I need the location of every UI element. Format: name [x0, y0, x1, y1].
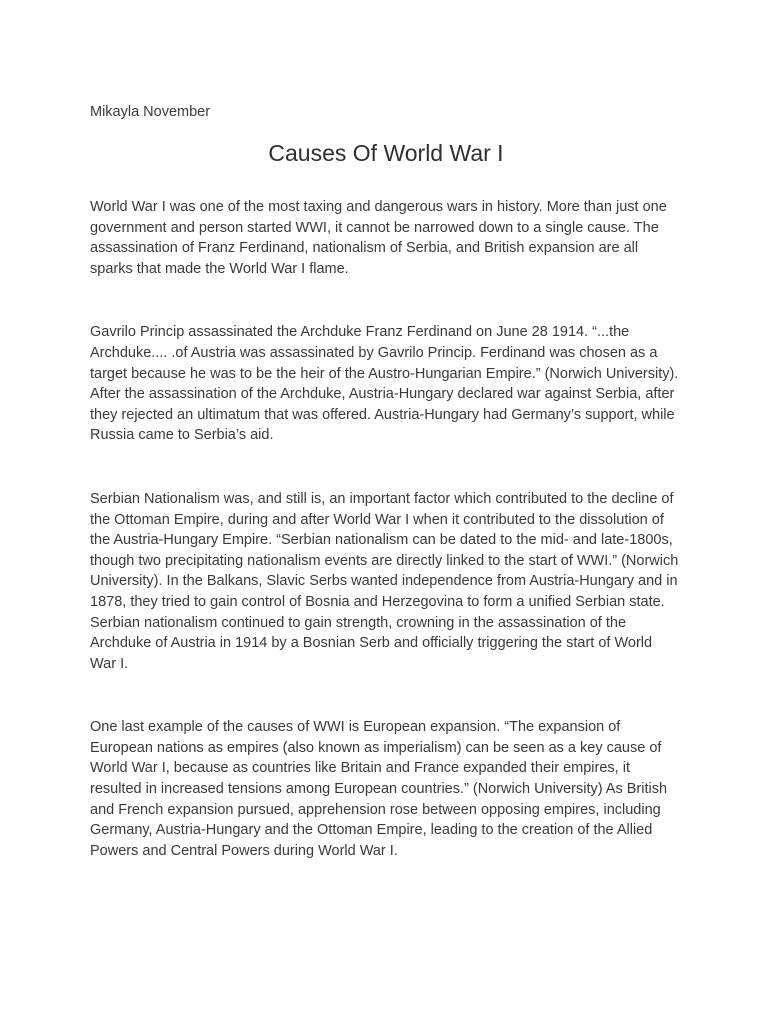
paragraph-assassination: Gavrilo Princip assassinated the Archduke Franz Ferdinand on June 28 1914. “...the Archduke.... .of Austria was assassinated by Gavrilo Princip. Ferdinand was chosen as a target because he was to be the heir of the Austro-Hungarian Empire.” (Norwich University). After the assassination of the Archduke, Austria-Hungary declared war against Serbia, after they rejected an ultimatum that was offered. Austria-Hungary had Germany’s support, while Russia came to Serbia’s aid.	[90, 324, 679, 444]
paragraph-expansion: One last example of the causes of WWI is European expansion. “The expansion of European nations as empires (also known as imperialism) can be seen as a key cause of World War I, because as countries like Britain and France expanded their empires, it resulted in increased tensions among European countries.” (Norwich University) As British and French expansion pursued, apprehension rose between opposing empires, including Germany, Austria-Hungary and the Ottoman Empire, leading to the creation of the Allied Powers and Central Powers during World War I.	[90, 719, 668, 859]
document-title: Causes Of World War I	[268, 140, 504, 166]
author-name: Mikayla November	[90, 104, 211, 120]
paragraph-nationalism: Serbian Nationalism was, and still is, an important factor which contributed to the decline of the Ottoman Empire, during and after World War I when it contributed to the dissolution of the Austria-Hungary Empire. “Serbian nationalism can be dated to the mid- and late-1800s, though two precipitating nationalism events are directly linked to the start of WWI.” (Norwich University). In the Balkans, Slavic Serbs wanted independence from Austria-Hungary and in 1878, they tried to gain control of Bosnia and Herzegovina to form a unified Serbian state. Serbian nationalism continued to gain strength, crowning in the assassination of the Archduke of Austria in 1914 by a Bosnian Serb and officially triggering the start of World War I.	[90, 490, 679, 672]
paragraph-intro: World War I was one of the most taxing and dangerous wars in history. More than just one government and person started WWI, it cannot be narrowed down to a single cause. The assassination of Franz Ferdinand, nationalism of Serbia, and British expansion are all sparks that made the World War I flame.	[90, 199, 667, 277]
